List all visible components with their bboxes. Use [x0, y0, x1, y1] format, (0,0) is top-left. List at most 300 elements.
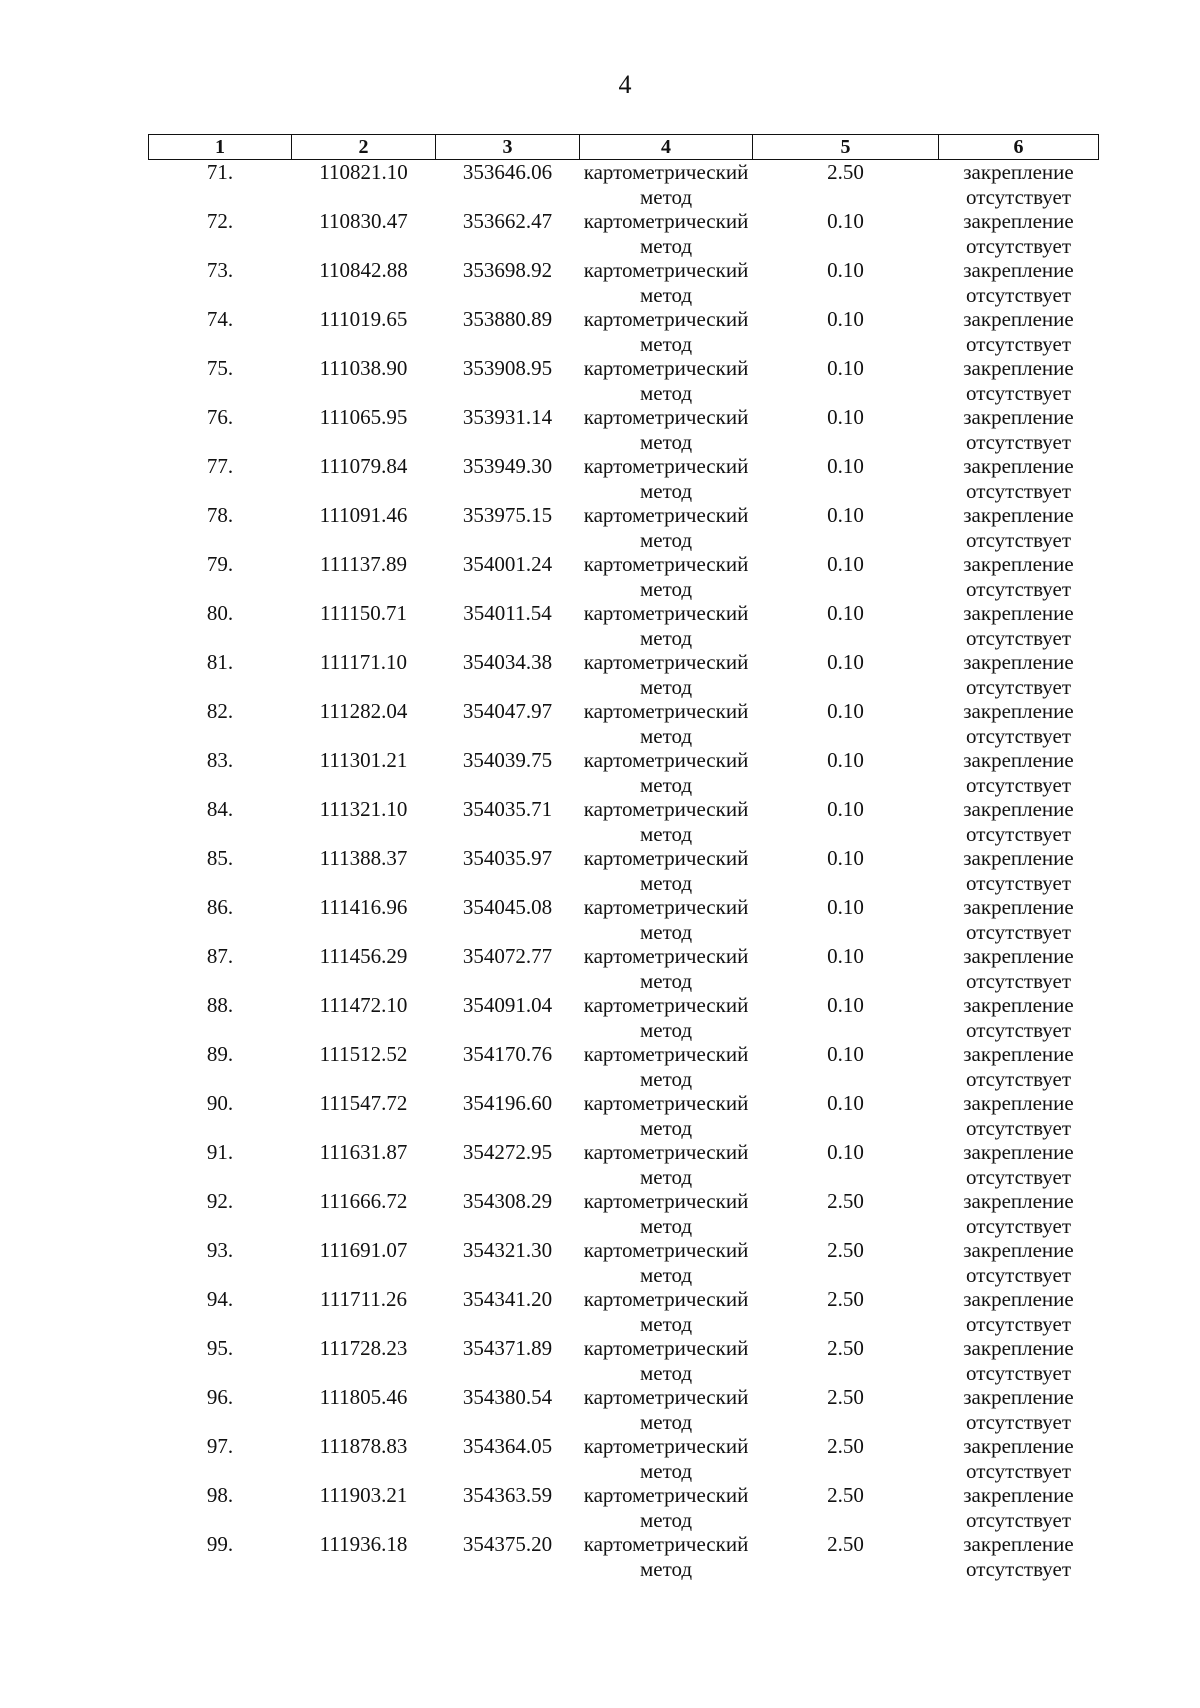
table-row — [149, 1238, 1099, 1287]
y-coordinate-cell: 353908.95 — [462, 356, 553, 380]
fixation-cell — [939, 454, 1099, 503]
method-cell — [580, 405, 753, 454]
x-coordinate-cell: 111456.29 — [319, 944, 408, 968]
error-cell: 0.10 — [827, 1091, 864, 1115]
fixation-cell-line: закрепление — [963, 552, 1074, 576]
method-cell-line: картометрический — [583, 1483, 749, 1507]
error-cell: 0.10 — [827, 454, 864, 478]
table-row — [149, 1434, 1099, 1483]
x-coordinate-cell: 111728.23 — [319, 1336, 408, 1360]
method-cell-line: картометрический — [583, 258, 749, 282]
method-cell-line: картометрический — [583, 405, 749, 429]
error-cell: 0.10 — [827, 944, 864, 968]
fixation-cell-line: отсутствует — [965, 429, 1072, 454]
method-cell-line: картометрический — [583, 1189, 749, 1213]
table-row — [149, 846, 1099, 895]
fixation-cell-line: отсутствует — [965, 1213, 1072, 1238]
x-coordinate-cell: 111631.87 — [319, 1140, 408, 1164]
x-coordinate-cell: 111065.95 — [319, 405, 408, 429]
error-cell: 0.10 — [827, 601, 864, 625]
error-cell: 0.10 — [827, 1042, 864, 1066]
fixation-cell-line: закрепление — [963, 1189, 1074, 1213]
fixation-cell-line: закрепление — [963, 944, 1074, 968]
method-cell-line: метод — [639, 233, 693, 258]
fixation-cell-line: отсутствует — [965, 576, 1072, 601]
y-coordinate-cell: 353880.89 — [462, 307, 553, 331]
error-cell: 0.10 — [827, 650, 864, 674]
point-number-cell: 91. — [206, 1140, 234, 1164]
fixation-cell-line: закрепление — [963, 748, 1074, 772]
method-cell-line: метод — [639, 527, 693, 552]
x-coordinate-cell: 111301.21 — [319, 748, 408, 772]
method-cell — [580, 503, 753, 552]
table-row — [149, 993, 1099, 1042]
error-cell: 2.50 — [827, 1189, 864, 1213]
fixation-cell — [939, 944, 1099, 993]
fixation-cell — [939, 1434, 1099, 1483]
method-cell-line: картометрический — [583, 307, 749, 331]
header-cell: 1 — [149, 135, 292, 160]
y-coordinate-cell: 354170.76 — [462, 1042, 553, 1066]
method-cell-line: метод — [639, 1213, 693, 1238]
fixation-cell-line: закрепление — [963, 650, 1074, 674]
fixation-cell-line: отсутствует — [965, 184, 1072, 209]
fixation-cell — [939, 1140, 1099, 1189]
point-number-cell: 93. — [206, 1238, 234, 1262]
fixation-cell-line: отсутствует — [965, 772, 1072, 797]
method-cell-line: картометрический — [583, 1532, 749, 1556]
point-number-cell: 97. — [206, 1434, 234, 1458]
point-number-cell: 90. — [206, 1091, 234, 1115]
fixation-cell — [939, 552, 1099, 601]
method-cell-line: метод — [639, 429, 693, 454]
table-row — [149, 1385, 1099, 1434]
header-cell: 2 — [292, 135, 436, 160]
fixation-cell-line: закрепление — [963, 1434, 1074, 1458]
fixation-cell — [939, 846, 1099, 895]
method-cell — [580, 1532, 753, 1581]
x-coordinate-cell: 111512.52 — [319, 1042, 408, 1066]
method-cell-line: метод — [639, 870, 693, 895]
error-cell: 0.10 — [827, 307, 864, 331]
y-coordinate-cell: 354091.04 — [462, 993, 553, 1017]
header-cell: 4 — [580, 135, 753, 160]
method-cell-line: метод — [639, 1262, 693, 1287]
method-cell-line: картометрический — [583, 895, 749, 919]
fixation-cell — [939, 1091, 1099, 1140]
method-cell-line: метод — [639, 478, 693, 503]
method-cell-line: метод — [639, 1066, 693, 1091]
fixation-cell — [939, 601, 1099, 650]
method-cell-line: метод — [639, 723, 693, 748]
fixation-cell-line: отсутствует — [965, 1409, 1072, 1434]
error-cell: 0.10 — [827, 503, 864, 527]
method-cell-line: метод — [639, 968, 693, 993]
fixation-cell-line: закрепление — [963, 307, 1074, 331]
table-header — [149, 135, 1099, 160]
point-number-cell: 74. — [206, 307, 234, 331]
fixation-cell-line: закрепление — [963, 601, 1074, 625]
point-number-cell: 76. — [206, 405, 234, 429]
method-cell — [580, 1189, 753, 1238]
method-cell-line: метод — [639, 1311, 693, 1336]
method-cell-line: картометрический — [583, 160, 749, 184]
fixation-cell-line: закрепление — [963, 356, 1074, 380]
point-number-cell: 94. — [206, 1287, 234, 1311]
header-row — [149, 135, 1099, 160]
fixation-cell-line: закрепление — [963, 1287, 1074, 1311]
fixation-cell-line: закрепление — [963, 258, 1074, 282]
table-row — [149, 699, 1099, 748]
fixation-cell-line: закрепление — [963, 1483, 1074, 1507]
fixation-cell-line: закрепление — [963, 1140, 1074, 1164]
method-cell — [580, 454, 753, 503]
fixation-cell — [939, 993, 1099, 1042]
y-coordinate-cell: 354039.75 — [462, 748, 553, 772]
method-cell — [580, 1042, 753, 1091]
fixation-cell-line: закрепление — [963, 454, 1074, 478]
fixation-cell-line: отсутствует — [965, 1311, 1072, 1336]
fixation-cell-line: отсутствует — [965, 1458, 1072, 1483]
method-cell-line: картометрический — [583, 1042, 749, 1066]
y-coordinate-cell: 354047.97 — [462, 699, 553, 723]
method-cell — [580, 993, 753, 1042]
method-cell-line: картометрический — [583, 650, 749, 674]
table-row — [149, 552, 1099, 601]
method-cell-line: метод — [639, 1017, 693, 1042]
table-row — [149, 1091, 1099, 1140]
header-cell: 6 — [939, 135, 1099, 160]
method-cell — [580, 1385, 753, 1434]
method-cell-line: метод — [639, 674, 693, 699]
method-cell — [580, 650, 753, 699]
method-cell-line: метод — [639, 1458, 693, 1483]
fixation-cell-line: отсутствует — [965, 625, 1072, 650]
fixation-cell-line: закрепление — [963, 1532, 1074, 1556]
fixation-cell — [939, 895, 1099, 944]
table-row — [149, 797, 1099, 846]
fixation-cell-line: закрепление — [963, 1385, 1074, 1409]
fixation-cell-line: отсутствует — [965, 674, 1072, 699]
y-coordinate-cell: 354011.54 — [463, 601, 552, 625]
y-coordinate-cell: 354380.54 — [462, 1385, 553, 1409]
fixation-cell-line: закрепление — [963, 1238, 1074, 1262]
y-coordinate-cell: 354364.05 — [462, 1434, 553, 1458]
x-coordinate-cell: 111936.18 — [319, 1532, 408, 1556]
method-cell — [580, 1434, 753, 1483]
x-coordinate-cell: 111091.46 — [319, 503, 408, 527]
x-coordinate-cell: 111805.46 — [319, 1385, 408, 1409]
table-row — [149, 307, 1099, 356]
fixation-cell — [939, 748, 1099, 797]
method-cell — [580, 1140, 753, 1189]
method-cell-line: картометрический — [583, 846, 749, 870]
method-cell-line: метод — [639, 1360, 693, 1385]
point-number-cell: 71. — [206, 160, 234, 184]
error-cell: 0.10 — [827, 258, 864, 282]
table-body — [149, 160, 1099, 1582]
method-cell — [580, 699, 753, 748]
table-row — [149, 503, 1099, 552]
method-cell-line: картометрический — [583, 993, 749, 1017]
point-number-cell: 92. — [206, 1189, 234, 1213]
x-coordinate-cell: 111282.04 — [319, 699, 408, 723]
method-cell — [580, 944, 753, 993]
table-row — [149, 1042, 1099, 1091]
method-cell-line: метод — [639, 282, 693, 307]
method-cell-line: картометрический — [583, 699, 749, 723]
fixation-cell-line: закрепление — [963, 993, 1074, 1017]
y-coordinate-cell: 354375.20 — [462, 1532, 553, 1556]
x-coordinate-cell: 111038.90 — [319, 356, 408, 380]
fixation-cell-line: закрепление — [963, 1091, 1074, 1115]
fixation-cell-line: закрепление — [963, 797, 1074, 821]
fixation-cell-line: отсутствует — [965, 478, 1072, 503]
method-cell-line: картометрический — [583, 356, 749, 380]
x-coordinate-cell: 111019.65 — [319, 307, 408, 331]
error-cell: 2.50 — [827, 1483, 864, 1507]
table-row — [149, 1336, 1099, 1385]
method-cell-line: метод — [639, 184, 693, 209]
fixation-cell — [939, 1532, 1099, 1581]
point-number-cell: 75. — [206, 356, 234, 380]
error-cell: 0.10 — [827, 993, 864, 1017]
method-cell — [580, 1287, 753, 1336]
fixation-cell — [939, 1189, 1099, 1238]
method-cell-line: картометрический — [583, 552, 749, 576]
y-coordinate-cell: 354035.97 — [462, 846, 553, 870]
method-cell-line: картометрический — [583, 503, 749, 527]
y-coordinate-cell: 353949.30 — [462, 454, 553, 478]
method-cell — [580, 1091, 753, 1140]
method-cell-line: картометрический — [583, 1336, 749, 1360]
method-cell-line: метод — [639, 380, 693, 405]
point-number-cell: 86. — [206, 895, 234, 919]
method-cell-line: метод — [639, 1409, 693, 1434]
table-row — [149, 748, 1099, 797]
table-row — [149, 1483, 1099, 1532]
method-cell-line: картометрический — [583, 454, 749, 478]
fixation-cell — [939, 503, 1099, 552]
error-cell: 2.50 — [827, 1238, 864, 1262]
x-coordinate-cell: 110821.10 — [319, 160, 408, 184]
fixation-cell-line: отсутствует — [965, 1017, 1072, 1042]
method-cell — [580, 1336, 753, 1385]
point-number-cell: 95. — [206, 1336, 234, 1360]
fixation-cell-line: отсутствует — [965, 1556, 1072, 1581]
header-cell: 5 — [753, 135, 939, 160]
fixation-cell-line: закрепление — [963, 1336, 1074, 1360]
x-coordinate-cell: 111878.83 — [319, 1434, 408, 1458]
fixation-cell — [939, 1238, 1099, 1287]
fixation-cell-line: закрепление — [963, 405, 1074, 429]
y-coordinate-cell: 353975.15 — [462, 503, 553, 527]
method-cell-line: картометрический — [583, 601, 749, 625]
error-cell: 0.10 — [827, 699, 864, 723]
y-coordinate-cell: 354341.20 — [462, 1287, 553, 1311]
method-cell-line: метод — [639, 1115, 693, 1140]
point-number-cell: 87. — [206, 944, 234, 968]
y-coordinate-cell: 354196.60 — [462, 1091, 553, 1115]
point-number-cell: 99. — [206, 1532, 234, 1556]
fixation-cell-line: отсутствует — [965, 1115, 1072, 1140]
point-number-cell: 78. — [206, 503, 234, 527]
y-coordinate-cell: 354371.89 — [462, 1336, 553, 1360]
method-cell — [580, 160, 753, 210]
method-cell-line: картометрический — [583, 944, 749, 968]
table-row — [149, 356, 1099, 405]
method-cell — [580, 601, 753, 650]
x-coordinate-cell: 111321.10 — [319, 797, 408, 821]
error-cell: 2.50 — [827, 1336, 864, 1360]
fixation-cell-line: отсутствует — [965, 380, 1072, 405]
point-number-cell: 85. — [206, 846, 234, 870]
y-coordinate-cell: 354272.95 — [462, 1140, 553, 1164]
table-row — [149, 454, 1099, 503]
point-number-cell: 84. — [206, 797, 234, 821]
x-coordinate-cell: 111137.89 — [320, 552, 407, 576]
method-cell-line: метод — [639, 772, 693, 797]
fixation-cell-line: отсутствует — [965, 1164, 1072, 1189]
point-number-cell: 98. — [206, 1483, 234, 1507]
x-coordinate-cell: 111079.84 — [319, 454, 408, 478]
point-number-cell: 77. — [206, 454, 234, 478]
fixation-cell-line: отсутствует — [965, 821, 1072, 846]
error-cell: 0.10 — [827, 209, 864, 233]
error-cell: 0.10 — [827, 748, 864, 772]
method-cell — [580, 356, 753, 405]
x-coordinate-cell: 111472.10 — [319, 993, 408, 1017]
x-coordinate-cell: 111388.37 — [319, 846, 408, 870]
y-coordinate-cell: 353662.47 — [462, 209, 553, 233]
fixation-cell-line: закрепление — [963, 160, 1074, 184]
point-number-cell: 81. — [206, 650, 234, 674]
fixation-cell — [939, 650, 1099, 699]
error-cell: 0.10 — [827, 405, 864, 429]
method-cell-line: картометрический — [583, 797, 749, 821]
y-coordinate-cell: 354072.77 — [462, 944, 553, 968]
x-coordinate-cell: 111711.26 — [320, 1287, 407, 1311]
y-coordinate-cell: 354035.71 — [462, 797, 553, 821]
error-cell: 0.10 — [827, 552, 864, 576]
fixation-cell-line: отсутствует — [965, 1066, 1072, 1091]
table-row — [149, 405, 1099, 454]
point-number-cell: 79. — [206, 552, 234, 576]
error-cell: 2.50 — [827, 1385, 864, 1409]
point-number-cell: 72. — [206, 209, 234, 233]
y-coordinate-cell: 354034.38 — [462, 650, 553, 674]
method-cell-line: метод — [639, 1507, 693, 1532]
fixation-cell-line: отсутствует — [965, 282, 1072, 307]
fixation-cell-line: отсутствует — [965, 1262, 1072, 1287]
fixation-cell-line: отсутствует — [965, 1360, 1072, 1385]
fixation-cell — [939, 356, 1099, 405]
table-row — [149, 258, 1099, 307]
y-coordinate-cell: 353931.14 — [462, 405, 553, 429]
method-cell — [580, 307, 753, 356]
fixation-cell — [939, 1483, 1099, 1532]
fixation-cell-line: закрепление — [963, 209, 1074, 233]
x-coordinate-cell: 110830.47 — [319, 209, 408, 233]
fixation-cell — [939, 797, 1099, 846]
x-coordinate-cell: 111547.72 — [319, 1091, 408, 1115]
method-cell — [580, 258, 753, 307]
x-coordinate-cell: 111416.96 — [319, 895, 408, 919]
error-cell: 2.50 — [827, 1434, 864, 1458]
page-number: 4 — [618, 70, 632, 99]
method-cell-line: картометрический — [583, 1287, 749, 1311]
method-cell — [580, 552, 753, 601]
method-cell-line: метод — [639, 1164, 693, 1189]
error-cell: 2.50 — [827, 1287, 864, 1311]
x-coordinate-cell: 110842.88 — [319, 258, 408, 282]
x-coordinate-cell: 111150.71 — [320, 601, 407, 625]
fixation-cell — [939, 307, 1099, 356]
fixation-cell — [939, 209, 1099, 258]
y-coordinate-cell: 354363.59 — [462, 1483, 553, 1507]
fixation-cell — [939, 1385, 1099, 1434]
table-row — [149, 1287, 1099, 1336]
fixation-cell-line: отсутствует — [965, 1507, 1072, 1532]
error-cell: 0.10 — [827, 895, 864, 919]
fixation-cell-line: закрепление — [963, 895, 1074, 919]
table-row — [149, 1140, 1099, 1189]
y-coordinate-cell: 354045.08 — [462, 895, 553, 919]
method-cell-line: картометрический — [583, 1434, 749, 1458]
method-cell-line: метод — [639, 625, 693, 650]
table-row — [149, 160, 1099, 210]
y-coordinate-cell: 353646.06 — [462, 160, 553, 184]
fixation-cell-line: отсутствует — [965, 233, 1072, 258]
fixation-cell-line: закрепление — [963, 699, 1074, 723]
y-coordinate-cell: 353698.92 — [462, 258, 553, 282]
fixation-cell-line: закрепление — [963, 1042, 1074, 1066]
table-row — [149, 650, 1099, 699]
method-cell — [580, 895, 753, 944]
method-cell-line: метод — [639, 919, 693, 944]
fixation-cell — [939, 1287, 1099, 1336]
point-number-cell: 88. — [206, 993, 234, 1017]
error-cell: 2.50 — [827, 160, 864, 184]
fixation-cell-line: отсутствует — [965, 331, 1072, 356]
method-cell — [580, 209, 753, 258]
error-cell: 0.10 — [827, 356, 864, 380]
fixation-cell — [939, 405, 1099, 454]
point-number-cell: 80. — [206, 601, 234, 625]
y-coordinate-cell: 354321.30 — [462, 1238, 553, 1262]
header-cell: 3 — [436, 135, 580, 160]
fixation-cell — [939, 1336, 1099, 1385]
method-cell — [580, 797, 753, 846]
method-cell-line: метод — [639, 331, 693, 356]
y-coordinate-cell: 354001.24 — [462, 552, 553, 576]
x-coordinate-cell: 111903.21 — [319, 1483, 408, 1507]
point-number-cell: 89. — [206, 1042, 234, 1066]
method-cell — [580, 846, 753, 895]
fixation-cell-line: отсутствует — [965, 870, 1072, 895]
method-cell-line: картометрический — [583, 1140, 749, 1164]
method-cell-line: метод — [639, 821, 693, 846]
method-cell-line: картометрический — [583, 1238, 749, 1262]
fixation-cell-line: закрепление — [963, 503, 1074, 527]
table-row — [149, 209, 1099, 258]
error-cell: 2.50 — [827, 1532, 864, 1556]
point-number-cell: 73. — [206, 258, 234, 282]
fixation-cell — [939, 1042, 1099, 1091]
method-cell — [580, 748, 753, 797]
point-number-cell: 96. — [206, 1385, 234, 1409]
error-cell: 0.10 — [827, 846, 864, 870]
